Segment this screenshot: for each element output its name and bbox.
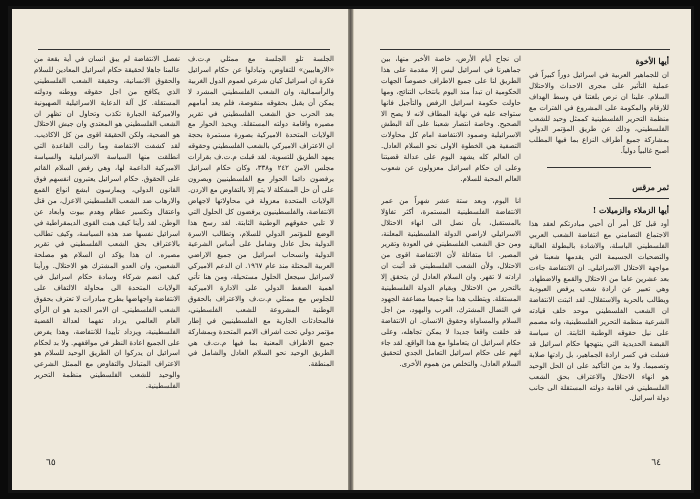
paragraph: نفصل الانتفاضة لم يبق انسان في أية بقعة من عالمنا جاهلا لحقيقة حكام اسرائيل المعادين للسلام والحقوق الانسانية، وحقيقة الشعب الفلسطيني الذي يكافح من اجل حقوقه ووطنه ودولته المستقلة. كل آلة الدعاية الاسرائيلية الصهيونية والاميركية الجبارة تكذب وتحاول ان تظهر ان الشعب الفلسطيني هو المعتدي وان جيش الاحتلال هو الضحية، ولكن الحقيقة اقوى من كل الاكاذيب. لقد كشفت الانتفاضة وما زالت القاعدة التي انطلقت منها السياسة الاسرائيلية والسياسة الاميركية الداعمة لها، وهي رفض السلام القائم على الحقوق. حكام اسرائيل يعتبرون انفسهم فوق القانون الدولي، ويمارسون ابشع انواع القمع والارهاب ضد الشعب الفلسطيني الاعزل، من قتل واعتقال وتكسير عظام وهدم بيوت وابعاد عن الوطن. لقد رأينا كيف هبت القوى الديمقراطية في اسرائيل نفسها ضد هذه السياسة، وكيف تطالب بالاعتراف بحق الشعب الفلسطيني في تقرير مصيره. ان هذا يؤكد ان السلام هو مصلحة الشعبين، وان العدو المشترك هو الاحتلال. ورأينا كيف انضم شركاء وسادة حكام اسرائيل في الولايات المتحدة الى محاولة الالتفاف على الانتفاضة واجهاضها بطرح مبادرات لا تعترف بحقوق الشعب الفلسطيني. ان الامر الجديد هو ان الرأي العام العالمي يزداد تفهما لعدالة القضية الفلسطينية، ويزداد تأييدا للانتفاضة، وهذا يفرض على الجميع اعادة النظر في مواقفهم. ولا بد لحكام اسرائيل ان يدركوا ان الطريق الوحيد للسلام هو الاعتراف المتبادل والتفاوض مع الممثل الشرعي والوحيد للشعب الفلسطيني منظمة التحرير الفلسطينية. [34, 55, 180, 391]
paragraph: أود قبل كل أمر أن أحيي مبادرتكم لعقد هذا الاجتماع التضامني مع انتفاضة الشعب العربي الفلسطيني الباسلة، والاشادة بالبطولة العالية والتضحيات الجسيمة التي يقدمها شعبنا في مواجهة الاحتلال الاسرائيلي. ان الانتفاضة جاءت بعد عشرين عاما من الاحتلال والقمع والاضطهاد، وهي تعبير عن ارادة شعب يرفض العبودية ويطالب بالحرية والاستقلال. لقد اثبتت الانتفاضة ان الشعب الفلسطيني موحد خلف قيادته الشرعية منظمة التحرير الفلسطينية، وانه مصمم على نيل حقوقه الوطنية الثابتة. ان سياسة القبضة الحديدية التي ينتهجها حكام اسرائيل قد فشلت في كسر ارادة الجماهير، بل زادتها صلابة وتصميما. ولا بد من التأكيد على ان الحل الوحيد هو انهاء الاحتلال والاعتراف بحق الشعب الفلسطيني في اقامة دولته المستقلة الى جانب دولة اسرائيل. [529, 219, 669, 403]
section-heading: أيها الأخوة [635, 56, 669, 66]
page-number: ٦٥ [46, 458, 56, 468]
paragraph: ان نجاح أيام الأرض، خاصة الأخير منها، بين جماهيرنا في اسرائيل ليس إلا مقدمة على هذا الطريق لنا على جميع الاطراف خصوصاً الجهات الحكومية ان تبدأ منذ اليوم بانتخاب التنائج، ومها حاولت حكومة اسرائيل الرفض والتأجيل فانها ستواجه عليه في نهاية المطاف لانه لا يصح الا الصحيح. وخاصة انتصار شعبنا على آلة البطش الاسرائيلية وصمود الانتفاضة امام كل محاولات التصفية هي الخطوة الاولى نحو السلام العادل. ان العالم كله يشهد اليوم على عدالة قضيتنا وعلى ان حكام اسرائيل معزولون عن شعوب العالم المحبة للسلام. انا اليوم، وبعد ستة عشر شهراً من عمر الانتفاضة الفلسطينية المستمرة، أكثر تفاؤلا بالمستقبل، بأن نصل الى انهاء الاحتلال الاسرائيلي لاراضي الدولة الفلسطينية المعلنة، ومن حق الشعب الفلسطيني في العودة وتقرير المصير. انا متفائلة لأن الانتفاضة اقوى من الاحتلال، ولأن الشعب الفلسطيني قد أثبت ان ارادته لا تقهر. وان السلام العادل لن يتحقق إلا بالتحرر من الاحتلال وبقيام الدولة الفلسطينية المستقلة. ويتطلب هذا منا جميعا مضاعفة الجهود في النضال المشترك، العرب واليهود، من اجل السلام والمساواة وحقوق الانسان. ان الانتفاضة قد خلقت واقعا جديدا لا يمكن تجاهله، وعلى حكام اسرائيل ان يتعاملوا مع هذا الواقع. لقد جاء انهم على حكام اسرائيل التعامل الجدي لتحقيق السلام العادل، والتخلص من هموم الأخرى. [381, 55, 521, 369]
left-page [12, 9, 349, 490]
top-rule [38, 49, 330, 50]
greeting: أيها الزملاء والزميلات ! [592, 205, 669, 216]
top-rule [380, 49, 670, 50]
open-book [8, 6, 694, 493]
right-page [353, 9, 691, 490]
left-page-left-column [34, 54, 180, 448]
right-page-left-column [381, 54, 521, 448]
right-page-right-column [529, 54, 669, 448]
speaker-name: ثمر مرقس [632, 182, 669, 193]
section-divider [547, 167, 651, 168]
page-number: ٦٤ [651, 458, 661, 468]
paragraph: ان للجماهير العربية في اسرائيل دوراً كبيراً في عملية التأثير على مجرى الاحداث والاحتلال السلام. علينا ان نرص بلغتنا في وسط الهداف للارقام والمكومة على المشروع في الفترات مع منظمة التحرير الفلسطينية كممثل وحيد للشعب الفلسطيني، وذلك عن طريق المؤتمر الدولي بمشاركة جميع أطراف النزاع بما فيها المطلب أصبح غالبياً دولياً. [529, 70, 669, 156]
speaker-underline [609, 198, 669, 199]
left-page-right-column [188, 54, 334, 448]
paragraph: الجلسة تلو الجلسة مع ممثلي م.ت.ف «الارهابيين» للتفاوض، وتبادلوا عن حكام اسرائيل فكرة ان اسرائيل كيان شرعي لعموم الدول الغربية والرأسمالية، وان الشعب الفلسطيني المشرد لا يمكن أن يقبل بحقوقه منقوصة، فلم يعد أمامهم بعد الحرب حق الشعب الفلسطيني في تقرير مصيره واقامة دولته المستقلة. ويحبذ الحوار مع الولايات المتحدة الاميركية بصورة مستمرة بحجة ان الاعتراف الاميركي بالشعب الفلسطيني وحقوقه يمهد الطريق للتسوية. لقد قبلت م.ت.ف بقرارات مجلس الامن ٢٤٢ و٣٣٨، وكان حكام اسرائيل يرفضون دائما الحوار مع الفلسطينيين ويصرون على أن حل المشكلة لا يتم إلا بالتفاوض مع الاردن. الولايات المتحدة معزولة في محاولاتها لاجهاض الانتفاضة، والفلسطينيون يرفضون كل الحلول التي لا تلبي حقوقهم الوطنية الثابتة. لقد رسخ هذا الوضع للمؤتمر الدولي للسلام، وتطالب الاسرة الدولية بحل عادل وشامل على أساس الشرعية الدولية وانسحاب اسرائيل من جميع الاراضي العربية المحتلة منذ عام ١٩٦٧. ان الدعم الاميركي لاسرائيل سيجعل الحلول مستحيلة، ومن هنا تأتي اهمية الضغط الدولي على الادارة الاميركية للجلوس مع ممثلي م.ت.ف والاعتراف بالحقوق الوطنية المشروعة للشعب الفلسطيني، فالمحادثات الجارية مع الفلسطينيين في إطار مؤتمر دولي تحت اشراف الامم المتحدة وبمشاركة جميع الاطراف المعنية بما فيها م.ت.ف هي الطريق الوحيد نحو السلام العادل والشامل في المنطقة. [188, 55, 334, 369]
